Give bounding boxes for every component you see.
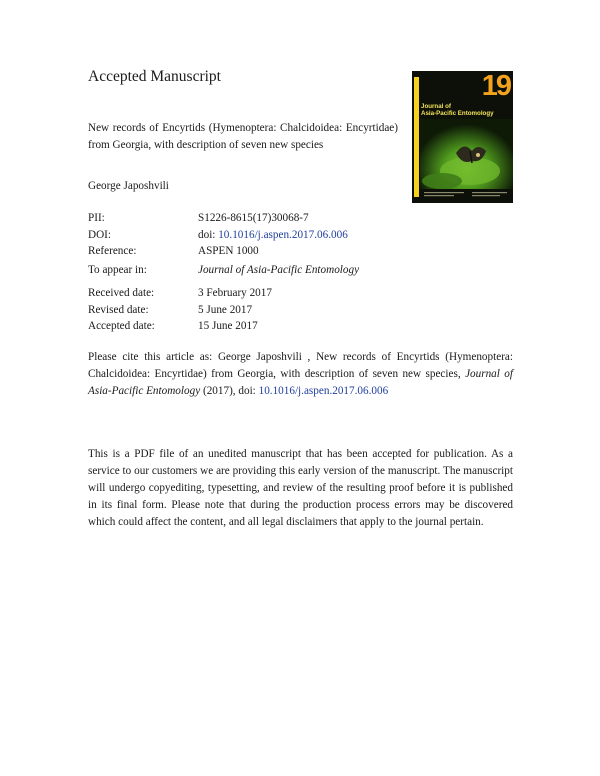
revised-row [88,302,272,319]
dates-block [88,285,272,335]
doi-row [88,227,348,244]
received-value: 3 February 2017 [198,287,272,299]
disclaimer-paragraph: This is a PDF file of an unedited manuscript that has been accepted for publication. As a service to our customers we are providing this early version of the manuscript. The manuscript will undergo copyediting, typesetting, and review of the resulting proof before it is published in its final form. Please note that during the production process errors may be discovered which could affect the content, and all legal disclaimers that apply to the journal pertain. [88,448,513,528]
doi-label: DOI: [88,228,111,241]
pii-row [88,210,348,227]
citation-paragraph [88,349,513,400]
reference-value: ASPEN 1000 [198,245,259,257]
received-row [88,285,272,302]
revised-value: 5 June 2017 [198,303,253,316]
received-label: Received date: [88,287,155,299]
appear-journal: Journal of Asia-Pacific Entomology [198,264,360,276]
accepted-value: 15 June 2017 [198,320,258,332]
identifiers-block [88,210,348,260]
article-title: New records of Encyrtids (Hymenoptera: Chalcidoidea: Encyrtidae) from Georgia, with description of seven new species [88,122,398,151]
pii-label: PII: [88,212,105,224]
journal-cover-image [412,71,513,203]
citation-text: Please cite this article as: George Japoshvili , New records of Encyrtids (Hymenoptera: Chalcidoidea: Encyrtidae) from Georgia, with description of seven new species, [88,351,513,380]
doi-prefix: doi: [198,228,219,241]
doi-value-wrap [198,227,348,244]
cover-title-line1: Journal of [421,103,451,110]
cover-accent-strip [414,77,419,197]
doi-link[interactable]: 10.1016/j.aspen.2017.06.006 [218,228,348,241]
author-name: George Japoshvili [88,180,169,192]
appear-row [88,262,359,279]
appear-block [88,262,359,279]
citation-year: (2017), doi: [200,385,259,397]
citation-doi-link[interactable]: 10.1016/j.aspen.2017.06.006 [258,385,389,397]
cover-title-line2: Asia-Pacific Entomology [421,110,494,117]
accepted-row [88,318,272,335]
reference-row [88,243,348,260]
revised-label: Revised date: [88,303,149,316]
pii-value: S1226-8615(17)30068-7 [198,212,309,224]
citation-journal: Journal of Asia-Pacific Entomology [88,368,513,397]
reference-label: Reference: [88,245,137,257]
page-heading: Accepted Manuscript [88,68,221,85]
appear-label: To appear in: [88,264,147,276]
cover-volume-number: 19 [481,71,510,102]
accepted-label: Accepted date: [88,320,155,332]
cover-journal-title [421,103,511,117]
